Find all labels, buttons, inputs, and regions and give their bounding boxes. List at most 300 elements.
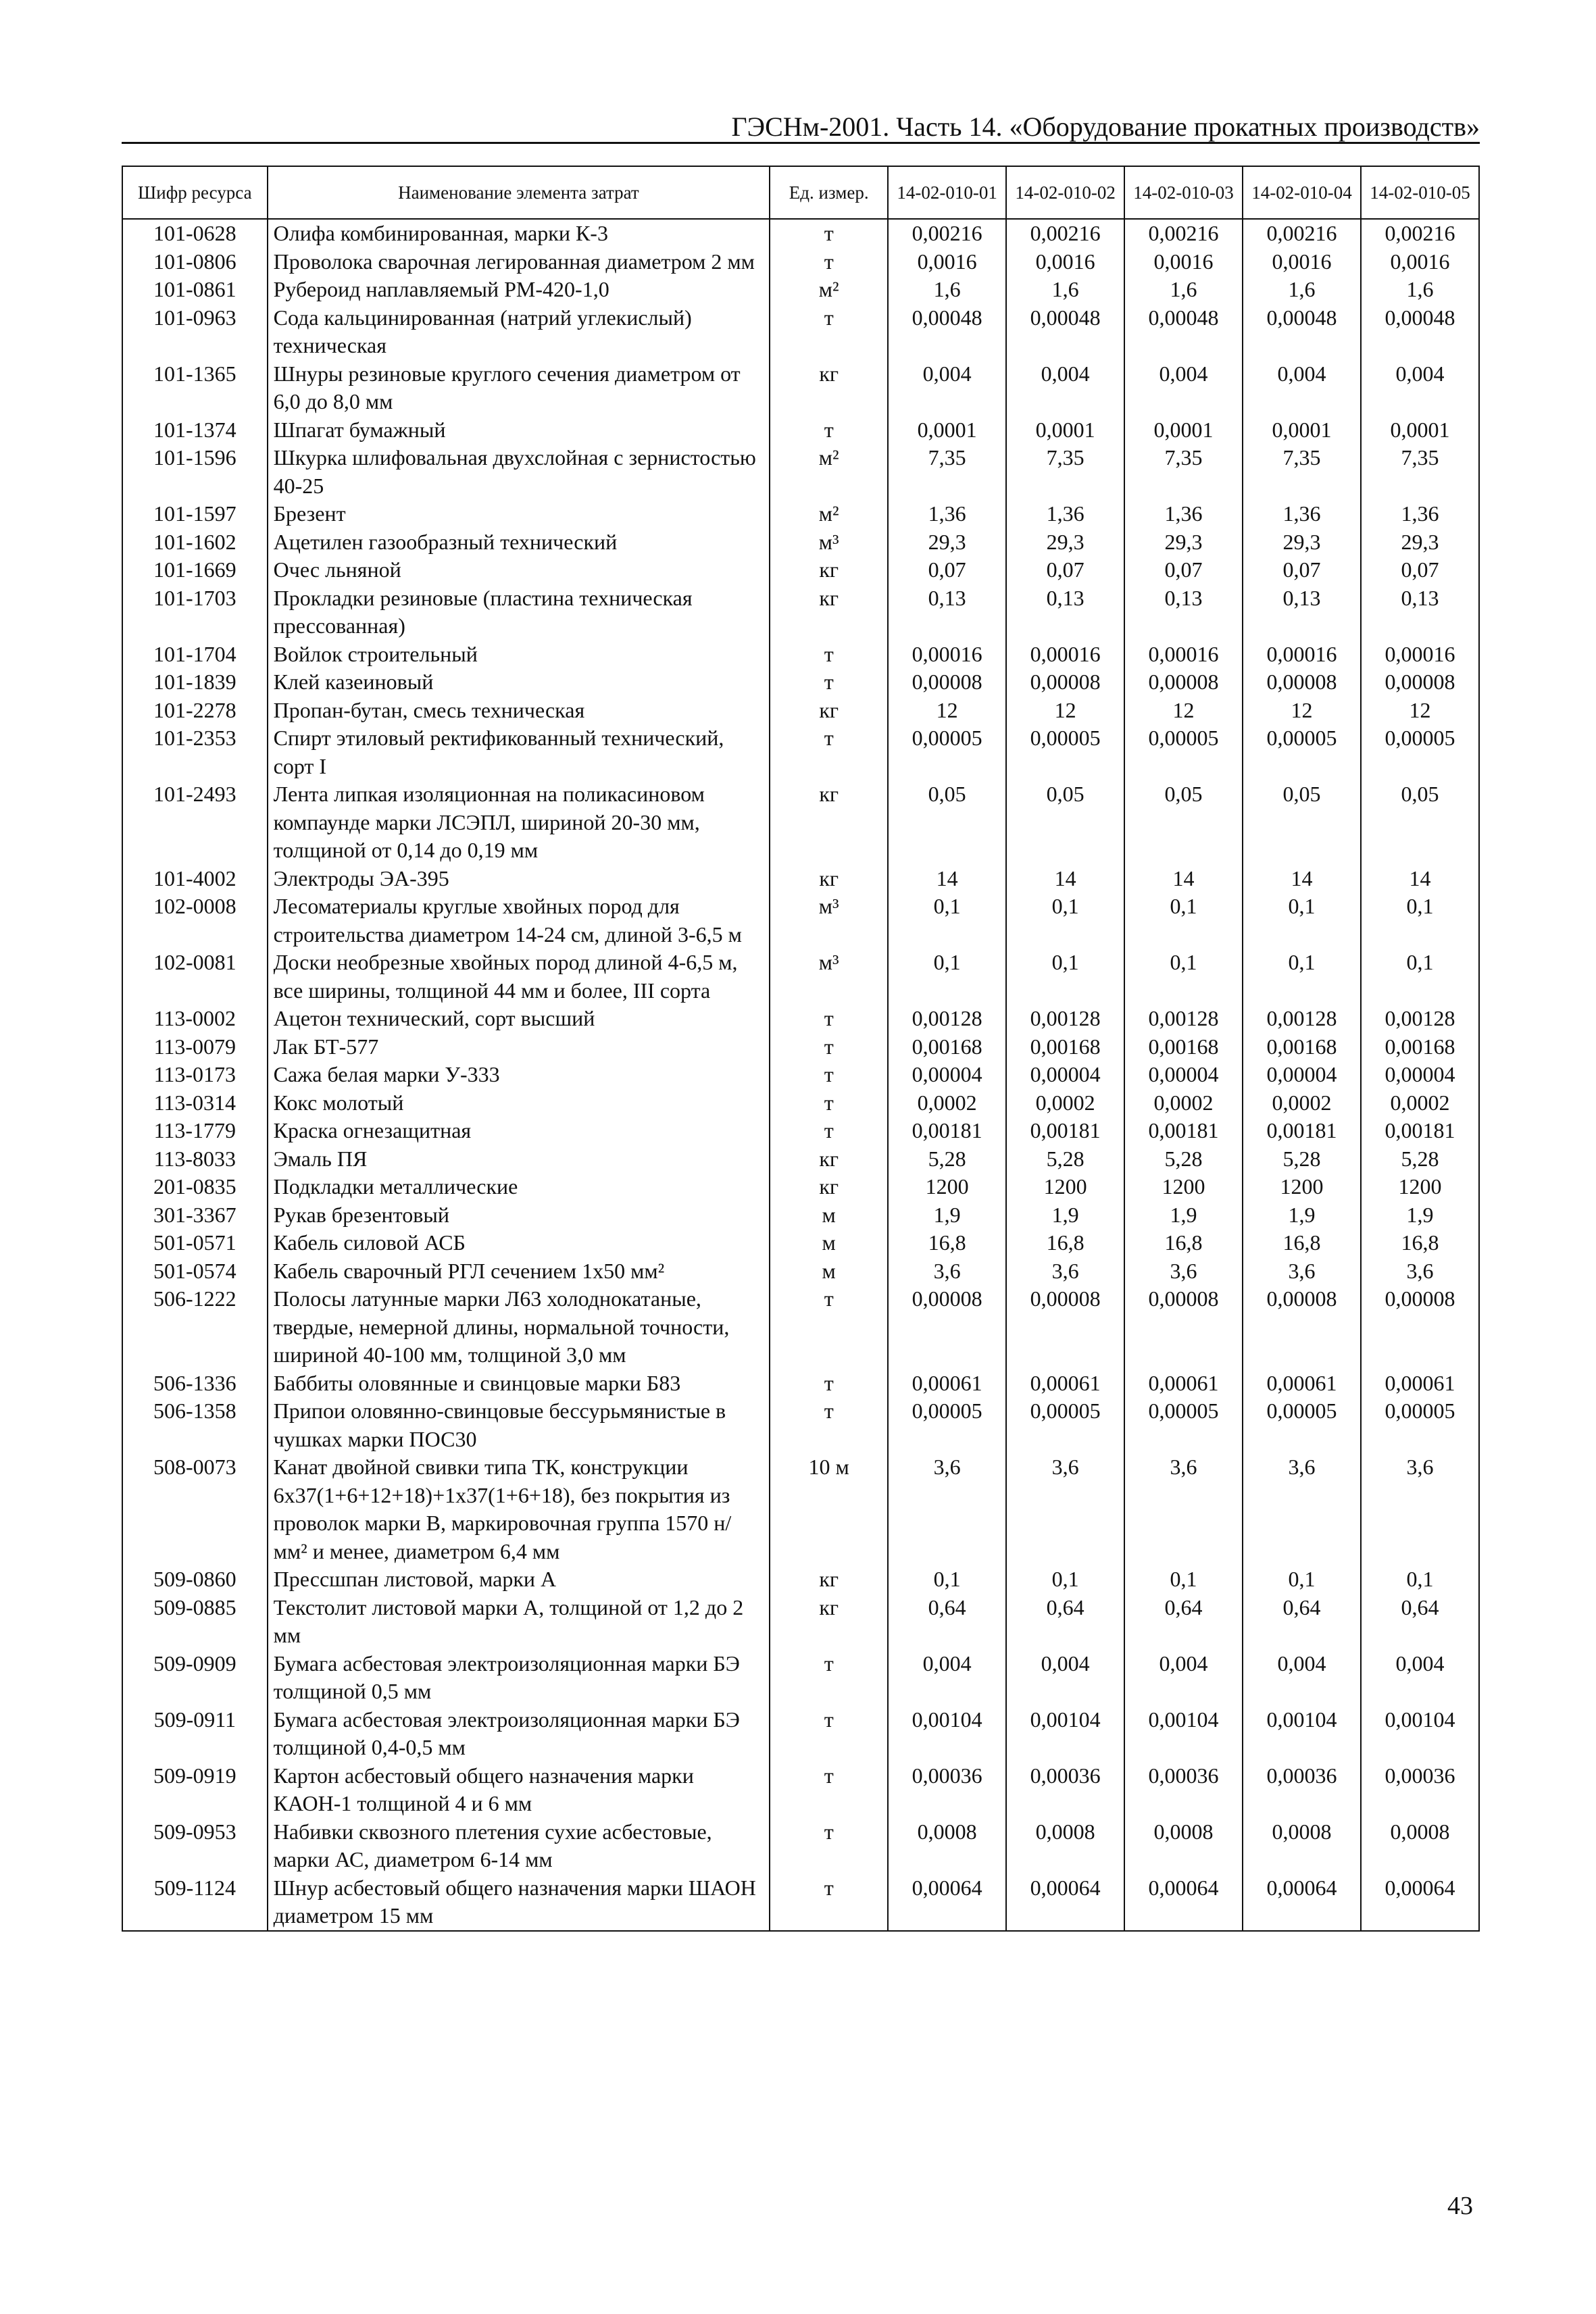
value-cell-1: 1,9 <box>888 1201 1006 1230</box>
value-cell-5: 1,6 <box>1361 276 1479 304</box>
unit-cell: м <box>770 1201 888 1230</box>
value-cell-3: 14 <box>1124 865 1243 893</box>
resource-name: Проволока сварочная легированная диаметром 2 мм <box>268 248 770 276</box>
value-cell-2: 0,00005 <box>1006 724 1124 780</box>
unit-cell: т <box>770 1762 888 1818</box>
value-cell-1: 3,6 <box>888 1257 1006 1286</box>
table-row <box>122 1594 1479 1650</box>
value-cell-5: 0,00004 <box>1361 1061 1479 1089</box>
value-cell-5: 0,00048 <box>1361 304 1479 360</box>
resource-name: Клей казеиновый <box>268 668 770 697</box>
resource-name: Подкладки металлические <box>268 1173 770 1201</box>
resource-name: Брезент <box>268 500 770 528</box>
table-row <box>122 865 1479 893</box>
value-cell-4: 0,1 <box>1243 1565 1361 1594</box>
value-cell-3: 16,8 <box>1124 1229 1243 1257</box>
value-cell-3: 0,13 <box>1124 584 1243 640</box>
value-cell-2: 0,0001 <box>1006 416 1124 445</box>
value-cell-1: 0,00048 <box>888 304 1006 360</box>
value-cell-1: 0,0008 <box>888 1818 1006 1874</box>
value-cell-4: 0,00104 <box>1243 1706 1361 1762</box>
value-cell-3: 1,9 <box>1124 1201 1243 1230</box>
value-cell-1: 14 <box>888 865 1006 893</box>
table-row <box>122 1874 1479 1931</box>
unit-cell: т <box>770 668 888 697</box>
header-col-4: 14-02-010-04 <box>1243 166 1361 219</box>
table-row <box>122 949 1479 1005</box>
table-row <box>122 1818 1479 1874</box>
resource-name: Бумага асбестовая электроизоляционная марки БЭ толщиной 0,5 мм <box>268 1650 770 1706</box>
table-row <box>122 360 1479 416</box>
value-cell-3: 0,07 <box>1124 556 1243 584</box>
value-cell-4: 0,00128 <box>1243 1005 1361 1033</box>
value-cell-1: 0,00128 <box>888 1005 1006 1033</box>
value-cell-2: 1,6 <box>1006 276 1124 304</box>
value-cell-2: 0,0002 <box>1006 1089 1124 1117</box>
table-row <box>122 219 1479 248</box>
unit-cell: т <box>770 248 888 276</box>
value-cell-1: 0,0016 <box>888 248 1006 276</box>
unit-cell: т <box>770 1818 888 1874</box>
resource-name: Лента липкая изоляционная на поликасиновом компаунде марки ЛСЭПЛ, шириной 20-30 мм, толщиной от 0,14 до 0,19 мм <box>268 780 770 865</box>
resource-name: Сода кальцинированная (натрий углекислый) техническая <box>268 304 770 360</box>
resource-name: Кокс молотый <box>268 1089 770 1117</box>
value-cell-2: 0,1 <box>1006 1565 1124 1594</box>
value-cell-4: 0,004 <box>1243 1650 1361 1706</box>
value-cell-4: 0,00181 <box>1243 1117 1361 1145</box>
resource-name: Рубероид наплавляемый РМ-420-1,0 <box>268 276 770 304</box>
value-cell-5: 1200 <box>1361 1173 1479 1201</box>
resource-code: 101-1374 <box>122 416 268 445</box>
value-cell-3: 5,28 <box>1124 1145 1243 1174</box>
table-body <box>122 219 1479 1931</box>
value-cell-1: 3,6 <box>888 1453 1006 1565</box>
value-cell-4: 12 <box>1243 697 1361 725</box>
resource-code: 102-0081 <box>122 949 268 1005</box>
unit-cell: т <box>770 416 888 445</box>
value-cell-3: 0,00128 <box>1124 1005 1243 1033</box>
unit-cell: м² <box>770 276 888 304</box>
value-cell-4: 0,0001 <box>1243 416 1361 445</box>
unit-cell: м³ <box>770 528 888 557</box>
resource-name: Шкурка шлифовальная двухслойная с зернистостью 40-25 <box>268 444 770 500</box>
resource-code: 506-1336 <box>122 1369 268 1398</box>
resource-name: Пропан-бутан, смесь техническая <box>268 697 770 725</box>
value-cell-4: 0,00008 <box>1243 1285 1361 1369</box>
value-cell-4: 0,0008 <box>1243 1818 1361 1874</box>
value-cell-2: 0,00128 <box>1006 1005 1124 1033</box>
value-cell-3: 0,0008 <box>1124 1818 1243 1874</box>
value-cell-2: 0,00181 <box>1006 1117 1124 1145</box>
table-row <box>122 640 1479 669</box>
value-cell-5: 0,0001 <box>1361 416 1479 445</box>
table-row <box>122 1565 1479 1594</box>
value-cell-3: 0,00008 <box>1124 668 1243 697</box>
resource-name: Ацетон технический, сорт высший <box>268 1005 770 1033</box>
value-cell-2: 0,07 <box>1006 556 1124 584</box>
unit-cell: т <box>770 1061 888 1089</box>
unit-cell: т <box>770 1369 888 1398</box>
value-cell-5: 5,28 <box>1361 1145 1479 1174</box>
resource-code: 101-4002 <box>122 865 268 893</box>
table-row <box>122 1706 1479 1762</box>
value-cell-3: 0,00004 <box>1124 1061 1243 1089</box>
resource-name: Текстолит листовой марки А, толщиной от 1,2 до 2 мм <box>268 1594 770 1650</box>
value-cell-3: 0,00048 <box>1124 304 1243 360</box>
header-col-1: 14-02-010-01 <box>888 166 1006 219</box>
resource-code: 101-1597 <box>122 500 268 528</box>
resource-name: Лак БТ-577 <box>268 1033 770 1061</box>
value-cell-5: 0,00005 <box>1361 1397 1479 1453</box>
unit-cell: кг <box>770 556 888 584</box>
unit-cell: т <box>770 1285 888 1369</box>
value-cell-3: 0,00036 <box>1124 1762 1243 1818</box>
resource-name: Ацетилен газообразный технический <box>268 528 770 557</box>
value-cell-1: 16,8 <box>888 1229 1006 1257</box>
table-row <box>122 697 1479 725</box>
unit-cell: т <box>770 1874 888 1931</box>
table-row <box>122 276 1479 304</box>
value-cell-1: 0,64 <box>888 1594 1006 1650</box>
unit-cell: м² <box>770 444 888 500</box>
value-cell-4: 0,00061 <box>1243 1369 1361 1398</box>
table-row <box>122 780 1479 865</box>
table-row <box>122 1453 1479 1565</box>
table-row <box>122 892 1479 949</box>
value-cell-2: 0,0008 <box>1006 1818 1124 1874</box>
value-cell-2: 3,6 <box>1006 1257 1124 1286</box>
value-cell-5: 0,13 <box>1361 584 1479 640</box>
value-cell-5: 0,05 <box>1361 780 1479 865</box>
value-cell-3: 0,00064 <box>1124 1874 1243 1931</box>
value-cell-5: 1,36 <box>1361 500 1479 528</box>
page-header: ГЭСНм-2001. Часть 14. «Оборудование прокатных производств» <box>731 111 1480 142</box>
value-cell-5: 0,00016 <box>1361 640 1479 669</box>
resource-code: 113-1779 <box>122 1117 268 1145</box>
resource-name: Полосы латунные марки Л63 холоднокатаные, твердые, немерной длины, нормальной точности, шириной 40-100 мм, толщиной 3,0 мм <box>268 1285 770 1369</box>
header-col-2: 14-02-010-02 <box>1006 166 1124 219</box>
resource-name: Краска огнезащитная <box>268 1117 770 1145</box>
table-row <box>122 500 1479 528</box>
value-cell-2: 12 <box>1006 697 1124 725</box>
value-cell-5: 0,64 <box>1361 1594 1479 1650</box>
value-cell-1: 29,3 <box>888 528 1006 557</box>
resource-code: 113-0002 <box>122 1005 268 1033</box>
resource-name: Набивки сквозного плетения сухие асбестовые, марки АС, диаметром 6-14 мм <box>268 1818 770 1874</box>
unit-cell: м³ <box>770 892 888 949</box>
value-cell-1: 0,00005 <box>888 724 1006 780</box>
value-cell-3: 0,0016 <box>1124 248 1243 276</box>
resource-name: Прокладки резиновые (пластина техническая прессованная) <box>268 584 770 640</box>
value-cell-4: 5,28 <box>1243 1145 1361 1174</box>
value-cell-4: 1,36 <box>1243 500 1361 528</box>
value-cell-3: 0,0002 <box>1124 1089 1243 1117</box>
value-cell-1: 12 <box>888 697 1006 725</box>
value-cell-1: 1,6 <box>888 276 1006 304</box>
unit-cell: кг <box>770 1565 888 1594</box>
value-cell-2: 1200 <box>1006 1173 1124 1201</box>
value-cell-2: 29,3 <box>1006 528 1124 557</box>
table-row <box>122 248 1479 276</box>
value-cell-1: 0,00008 <box>888 668 1006 697</box>
header-rule <box>122 142 1480 144</box>
value-cell-2: 0,00216 <box>1006 219 1124 248</box>
value-cell-4: 0,0016 <box>1243 248 1361 276</box>
value-cell-3: 1,36 <box>1124 500 1243 528</box>
value-cell-5: 0,00008 <box>1361 1285 1479 1369</box>
value-cell-4: 0,00004 <box>1243 1061 1361 1089</box>
unit-cell: т <box>770 1005 888 1033</box>
table-row <box>122 1650 1479 1706</box>
value-cell-5: 12 <box>1361 697 1479 725</box>
header-col-5: 14-02-010-05 <box>1361 166 1479 219</box>
value-cell-2: 0,00008 <box>1006 668 1124 697</box>
cost-table <box>122 166 1480 1932</box>
resource-name: Баббиты оловянные и свинцовые марки Б83 <box>268 1369 770 1398</box>
resource-name: Бумага асбестовая электроизоляционная марки БЭ толщиной 0,4-0,5 мм <box>268 1706 770 1762</box>
value-cell-2: 3,6 <box>1006 1453 1124 1565</box>
resource-code: 101-1602 <box>122 528 268 557</box>
resource-code: 101-2493 <box>122 780 268 865</box>
value-cell-3: 3,6 <box>1124 1453 1243 1565</box>
resource-name: Картон асбестовый общего назначения марки КАОН-1 толщиной 4 и 6 мм <box>268 1762 770 1818</box>
resource-code: 101-0628 <box>122 219 268 248</box>
resource-name: Прессшпан листовой, марки А <box>268 1565 770 1594</box>
value-cell-1: 7,35 <box>888 444 1006 500</box>
table-row <box>122 1285 1479 1369</box>
resource-name: Сажа белая марки У-333 <box>268 1061 770 1089</box>
table-row <box>122 1145 1479 1174</box>
unit-cell: кг <box>770 1173 888 1201</box>
resource-code: 101-0963 <box>122 304 268 360</box>
value-cell-5: 0,00168 <box>1361 1033 1479 1061</box>
resource-name: Очес льняной <box>268 556 770 584</box>
value-cell-3: 0,00016 <box>1124 640 1243 669</box>
value-cell-3: 0,00005 <box>1124 1397 1243 1453</box>
resource-code: 113-8033 <box>122 1145 268 1174</box>
resource-name: Припои оловянно-свинцовые бессурьмянистые в чушках марки ПОС30 <box>268 1397 770 1453</box>
value-cell-5: 0,0002 <box>1361 1089 1479 1117</box>
resource-code: 509-1124 <box>122 1874 268 1931</box>
value-cell-4: 0,00005 <box>1243 724 1361 780</box>
table-row <box>122 1089 1479 1117</box>
value-cell-1: 0,00216 <box>888 219 1006 248</box>
value-cell-4: 0,00005 <box>1243 1397 1361 1453</box>
value-cell-2: 0,00005 <box>1006 1397 1124 1453</box>
resource-code: 113-0314 <box>122 1089 268 1117</box>
value-cell-4: 0,13 <box>1243 584 1361 640</box>
value-cell-5: 0,00061 <box>1361 1369 1479 1398</box>
value-cell-2: 0,00064 <box>1006 1874 1124 1931</box>
value-cell-4: 0,0002 <box>1243 1089 1361 1117</box>
value-cell-4: 14 <box>1243 865 1361 893</box>
value-cell-4: 0,00168 <box>1243 1033 1361 1061</box>
header-name: Наименование элемента затрат <box>268 166 770 219</box>
value-cell-2: 0,004 <box>1006 360 1124 416</box>
resource-name: Эмаль ПЯ <box>268 1145 770 1174</box>
value-cell-4: 0,00016 <box>1243 640 1361 669</box>
value-cell-1: 0,07 <box>888 556 1006 584</box>
unit-cell: м <box>770 1257 888 1286</box>
value-cell-2: 0,00061 <box>1006 1369 1124 1398</box>
value-cell-5: 0,004 <box>1361 1650 1479 1706</box>
resource-code: 101-1596 <box>122 444 268 500</box>
table-row <box>122 444 1479 500</box>
value-cell-5: 0,0008 <box>1361 1818 1479 1874</box>
table-row <box>122 416 1479 445</box>
value-cell-5: 0,00181 <box>1361 1117 1479 1145</box>
unit-cell: т <box>770 1706 888 1762</box>
resource-code: 101-1365 <box>122 360 268 416</box>
resource-name: Шпагат бумажный <box>268 416 770 445</box>
unit-cell: кг <box>770 780 888 865</box>
value-cell-2: 0,00048 <box>1006 304 1124 360</box>
value-cell-3: 0,1 <box>1124 892 1243 949</box>
unit-cell: м <box>770 1229 888 1257</box>
table-row <box>122 1369 1479 1398</box>
unit-cell: м² <box>770 500 888 528</box>
value-cell-1: 0,004 <box>888 1650 1006 1706</box>
resource-code: 113-0079 <box>122 1033 268 1061</box>
resource-name: Войлок строительный <box>268 640 770 669</box>
value-cell-4: 0,1 <box>1243 892 1361 949</box>
resource-code: 101-1669 <box>122 556 268 584</box>
unit-cell: кг <box>770 865 888 893</box>
value-cell-4: 29,3 <box>1243 528 1361 557</box>
value-cell-5: 0,00036 <box>1361 1762 1479 1818</box>
table-row <box>122 1229 1479 1257</box>
resource-name: Олифа комбинированная, марки К-3 <box>268 219 770 248</box>
value-cell-3: 7,35 <box>1124 444 1243 500</box>
value-cell-5: 16,8 <box>1361 1229 1479 1257</box>
value-cell-1: 0,1 <box>888 1565 1006 1594</box>
value-cell-2: 0,00168 <box>1006 1033 1124 1061</box>
value-cell-1: 0,00104 <box>888 1706 1006 1762</box>
value-cell-3: 1,6 <box>1124 276 1243 304</box>
value-cell-4: 0,00216 <box>1243 219 1361 248</box>
value-cell-1: 0,05 <box>888 780 1006 865</box>
unit-cell: кг <box>770 584 888 640</box>
value-cell-5: 0,0016 <box>1361 248 1479 276</box>
value-cell-1: 1200 <box>888 1173 1006 1201</box>
value-cell-3: 0,00216 <box>1124 219 1243 248</box>
value-cell-1: 0,00008 <box>888 1285 1006 1369</box>
resource-code: 509-0953 <box>122 1818 268 1874</box>
value-cell-3: 29,3 <box>1124 528 1243 557</box>
value-cell-3: 0,00168 <box>1124 1033 1243 1061</box>
value-cell-5: 0,00008 <box>1361 668 1479 697</box>
unit-cell: т <box>770 1650 888 1706</box>
value-cell-3: 1200 <box>1124 1173 1243 1201</box>
value-cell-4: 0,004 <box>1243 360 1361 416</box>
value-cell-1: 0,0002 <box>888 1089 1006 1117</box>
value-cell-2: 0,05 <box>1006 780 1124 865</box>
resource-code: 506-1222 <box>122 1285 268 1369</box>
table-row <box>122 1762 1479 1818</box>
value-cell-4: 0,05 <box>1243 780 1361 865</box>
table-row <box>122 556 1479 584</box>
unit-cell: т <box>770 724 888 780</box>
value-cell-5: 0,07 <box>1361 556 1479 584</box>
value-cell-1: 0,00036 <box>888 1762 1006 1818</box>
table-row <box>122 1201 1479 1230</box>
value-cell-4: 7,35 <box>1243 444 1361 500</box>
unit-cell: 10 м <box>770 1453 888 1565</box>
value-cell-2: 16,8 <box>1006 1229 1124 1257</box>
resource-code: 113-0173 <box>122 1061 268 1089</box>
value-cell-1: 1,36 <box>888 500 1006 528</box>
value-cell-3: 0,1 <box>1124 1565 1243 1594</box>
value-cell-2: 0,00008 <box>1006 1285 1124 1369</box>
value-cell-5: 1,9 <box>1361 1201 1479 1230</box>
value-cell-5: 0,1 <box>1361 1565 1479 1594</box>
value-cell-4: 0,64 <box>1243 1594 1361 1650</box>
value-cell-1: 0,1 <box>888 949 1006 1005</box>
resource-name: Кабель силовой АСБ <box>268 1229 770 1257</box>
header-code: Шифр ресурса <box>122 166 268 219</box>
value-cell-2: 0,1 <box>1006 949 1124 1005</box>
unit-cell: т <box>770 1397 888 1453</box>
value-cell-4: 0,1 <box>1243 949 1361 1005</box>
resource-code: 509-0919 <box>122 1762 268 1818</box>
unit-cell: т <box>770 1089 888 1117</box>
value-cell-4: 1,6 <box>1243 276 1361 304</box>
table-row <box>122 1033 1479 1061</box>
value-cell-1: 0,00005 <box>888 1397 1006 1453</box>
unit-cell: кг <box>770 697 888 725</box>
page-number: 43 <box>1447 2192 1473 2220</box>
resource-code: 102-0008 <box>122 892 268 949</box>
value-cell-2: 0,1 <box>1006 892 1124 949</box>
unit-cell: кг <box>770 1145 888 1174</box>
value-cell-4: 0,00008 <box>1243 668 1361 697</box>
value-cell-5: 29,3 <box>1361 528 1479 557</box>
resource-code: 101-2278 <box>122 697 268 725</box>
value-cell-1: 0,00064 <box>888 1874 1006 1931</box>
value-cell-5: 7,35 <box>1361 444 1479 500</box>
value-cell-3: 0,00181 <box>1124 1117 1243 1145</box>
value-cell-5: 0,00064 <box>1361 1874 1479 1931</box>
value-cell-5: 3,6 <box>1361 1453 1479 1565</box>
table-row <box>122 528 1479 557</box>
value-cell-2: 0,64 <box>1006 1594 1124 1650</box>
value-cell-3: 0,004 <box>1124 360 1243 416</box>
resource-name: Шнур асбестовый общего назначения марки ШАОН диаметром 15 мм <box>268 1874 770 1931</box>
header-unit: Ед. измер. <box>770 166 888 219</box>
resource-code: 509-0860 <box>122 1565 268 1594</box>
table-row <box>122 304 1479 360</box>
table-row <box>122 1005 1479 1033</box>
value-cell-3: 3,6 <box>1124 1257 1243 1286</box>
value-cell-4: 0,00064 <box>1243 1874 1361 1931</box>
value-cell-2: 0,13 <box>1006 584 1124 640</box>
value-cell-2: 0,00004 <box>1006 1061 1124 1089</box>
table-row <box>122 1173 1479 1201</box>
value-cell-4: 3,6 <box>1243 1257 1361 1286</box>
unit-cell: т <box>770 304 888 360</box>
value-cell-2: 0,004 <box>1006 1650 1124 1706</box>
value-cell-4: 1200 <box>1243 1173 1361 1201</box>
unit-cell: т <box>770 1033 888 1061</box>
resource-name: Канат двойной свивки типа ТК, конструкции 6x37(1+6+12+18)+1x37(1+6+18), без покрытия из проволок марки В, маркировочная группа 1570 н/мм² и менее, диаметром 6,4 мм <box>268 1453 770 1565</box>
value-cell-2: 1,9 <box>1006 1201 1124 1230</box>
value-cell-4: 0,07 <box>1243 556 1361 584</box>
value-cell-3: 0,1 <box>1124 949 1243 1005</box>
value-cell-3: 0,00008 <box>1124 1285 1243 1369</box>
value-cell-3: 0,004 <box>1124 1650 1243 1706</box>
value-cell-4: 3,6 <box>1243 1453 1361 1565</box>
value-cell-1: 5,28 <box>888 1145 1006 1174</box>
